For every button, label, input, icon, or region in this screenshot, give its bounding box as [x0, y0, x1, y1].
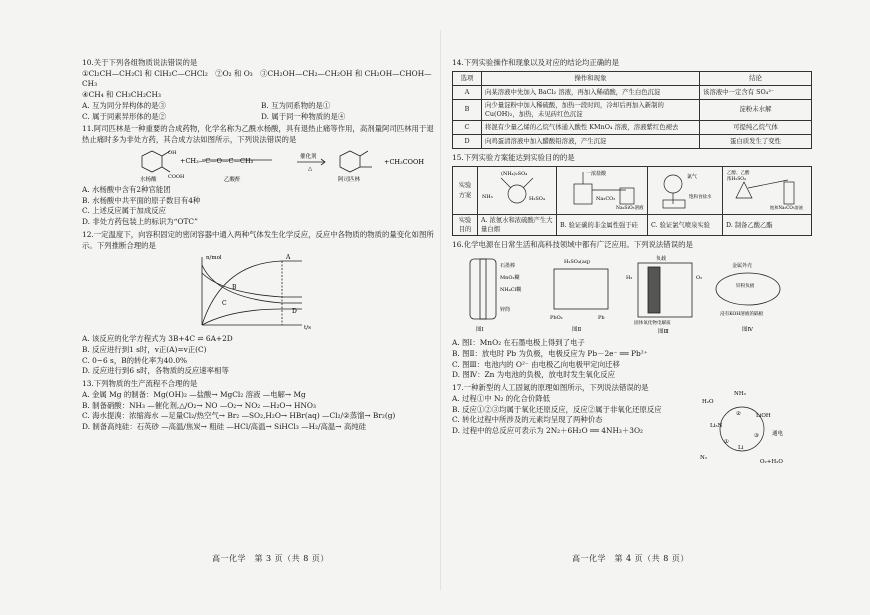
- apparatus-a: [478, 167, 557, 215]
- question-10: [82, 58, 434, 122]
- fig1-title: 图Ⅰ: [476, 327, 484, 334]
- cycle-li: Li: [738, 445, 744, 452]
- question-14: [452, 58, 812, 149]
- aspirin-reaction-svg: [82, 148, 434, 182]
- table-cell: A: [453, 85, 482, 99]
- q12-stem: 12.一定温度下，向容积固定的密闭容器中通入两种气体发生化学反应，反应中各物质的物质的量变化如图所示。下列推断合理的是: [82, 229, 434, 250]
- q12-option-a: A. 该反应的化学方程式为 3B+4C ⇌ 6A+2D: [82, 334, 233, 344]
- mole-time-svg: [82, 253, 434, 331]
- table-row: [453, 85, 812, 99]
- cycle-step-1: ①: [724, 439, 729, 446]
- y-axis-label: n/mol: [206, 255, 222, 262]
- q13-option-d: D. 制备高纯硅：石英砂 —高温/焦炭→ 粗硅 —HCl/高温→ SiHCl₃ —H₂/高温→ 高纯硅: [82, 422, 366, 432]
- q10-option-d: D. 属于同一种物质的是④: [261, 111, 346, 121]
- goal-b: B. 验证碳的非金属性强于硅: [557, 215, 648, 236]
- q13-option-a: A. 金属 Mg 的制备：Mg(OH)₂ —盐酸→ MgCl₂ 溶液 —电解→ Mg: [82, 389, 306, 399]
- table-row: [453, 99, 812, 121]
- fig2-label-2: PbO₂: [550, 315, 563, 322]
- q11-stem: 11.阿司匹林是一种重要的合成药物，化学名称为乙酰水杨酸，具有退热止痛等作用，高剂量阿司匹林用于退热止痛时多为非处方药，其合成方法如图所示，下列说法错误的是: [82, 124, 434, 145]
- svg-text:OH: OH: [168, 149, 177, 156]
- q16-option-c: C. 图Ⅲ：电池内的 O²⁻ 由电极乙向电极甲定向迁移: [452, 359, 620, 369]
- fig1-label-1: 石墨棒: [500, 263, 516, 270]
- cycle-power: 通电: [772, 431, 784, 438]
- cycle-lioh: LiOH: [756, 413, 771, 420]
- q12-option-c: C. 0~6 s，B的转化率为40.0%: [82, 355, 188, 365]
- series-label-c: C: [222, 300, 227, 308]
- q17-option-a: A. 过程①中 N₂ 的化合价降低: [452, 393, 551, 403]
- q12-option-b: B. 反应进行到1 s时，v正(A)=v正(C): [82, 345, 207, 355]
- q16-option-d: D. 图Ⅳ：Zn 为电池的负极，放电时发生氧化反应: [452, 370, 616, 380]
- svg-text:+CH₃—C—O—C—CH₃: +CH₃—C—O—C—CH₃: [180, 156, 254, 165]
- apparatus-d: [723, 167, 812, 215]
- salicylic-ring: [142, 151, 162, 172]
- q15-stem: 15.下列实验方案能达到实验目的的是: [452, 153, 575, 163]
- label-d2: 浓H₂SO₄: [727, 177, 746, 183]
- label-c2: 饱和食盐水: [689, 195, 712, 201]
- fig3-label-4: 固体氧化物电解质: [634, 321, 671, 327]
- q11-option-b: B. 水杨酸中共平面的原子数目有4种: [82, 195, 201, 205]
- table-cell: B: [453, 99, 482, 121]
- table-cell: 向鸡蛋清溶液中加入醋酸铅溶液，产生沉淀: [482, 135, 700, 149]
- curve-d: [202, 309, 302, 325]
- label-d3: 饱和Na₂CO₃溶液: [770, 205, 803, 211]
- label-a2: NH₃: [482, 194, 493, 201]
- cycle-li3n: Li₃N: [710, 423, 723, 430]
- q17-option-b: B. 反应①②③均属于氧化还原反应，反应②属于非氧化还原反应: [452, 404, 662, 414]
- fig1-label-3: NH₄Cl糊: [500, 287, 522, 294]
- heat-label: △: [308, 165, 313, 172]
- series-label-b: B: [232, 284, 237, 292]
- label-c1: 氯气: [687, 174, 698, 181]
- aspirin-ring: [340, 151, 360, 172]
- fig3-title: 图Ⅲ: [658, 329, 669, 336]
- table-row: [453, 121, 812, 135]
- fig2-label-1: H₂SO₄(aq): [564, 259, 590, 266]
- curve-a: [202, 261, 302, 325]
- battery-figures: [452, 253, 812, 335]
- table-cell: 可提纯乙烷气体: [700, 121, 812, 135]
- label-b2: Na₂CO₃: [596, 196, 616, 203]
- fig4-label-4: 浸有KOH溶液的隔板: [720, 312, 764, 318]
- table-cell: 向某溶液中先加入 BaCl₂ 溶液，再加入稀硝酸，产生白色沉淀: [482, 85, 700, 99]
- label-aspirin: 阿司匹林: [338, 176, 361, 182]
- cycle-h2o: H₂O: [702, 399, 714, 406]
- table-header-row: [453, 71, 812, 85]
- byproduct-label: +CH₃COOH: [384, 157, 424, 166]
- left-page: [82, 58, 434, 435]
- question-13: [82, 379, 434, 433]
- right-page: [452, 58, 812, 466]
- question-16: [452, 240, 812, 381]
- header-operation: 操作和现象: [482, 71, 700, 85]
- q13-option-c: C. 海水提溴：浓缩海水 —足量Cl₂/热空气→ Br₂ —SO₂,H₂O→ HBr(aq) —Cl₂/②蒸馏→ Br₂(g): [82, 411, 396, 421]
- q15-table: [452, 166, 812, 236]
- q14-table: [452, 71, 812, 150]
- goal-d: D. 制备乙酸乙酯: [723, 215, 812, 236]
- cycle-n2: N₂: [700, 455, 708, 462]
- q16-stem: 16.化学电源在日常生活和高科技领域中都有广泛应用。下列说法错误的是: [452, 240, 693, 250]
- cycle-o2h2o: O₂+H₂O: [760, 459, 783, 466]
- label-salicylic-acid: 水杨酸: [140, 176, 157, 182]
- goal-a: A. 浓氨水和浓硫酸产生大量白烟: [478, 215, 557, 236]
- goal-row: [453, 215, 812, 236]
- fig3-label-1: 负载: [656, 256, 667, 263]
- series-label-d: D: [292, 308, 297, 316]
- fig2-title: 图Ⅱ: [572, 327, 582, 334]
- q10-items: ①Cl₂CH—CH₂Cl 和 ClH₂C—CHCl₂ ②O₂ 和 O₃ ③CH₂OH—CH₂—CH₂OH 和 CH₂OH—CHOH—CH₃: [82, 68, 432, 89]
- cycle-nh3: NH₃: [734, 391, 746, 398]
- fig4-title: 图Ⅳ: [742, 327, 753, 334]
- fig3-label-o2: O₂: [696, 275, 703, 282]
- cycle-step-3: ③: [754, 433, 759, 440]
- q17-option-c: C. 转化过程中所涉及的元素均呈现了两种价态: [452, 415, 603, 425]
- question-12: [82, 230, 434, 377]
- page-fold: [440, 30, 441, 590]
- q11-option-d: D. 非处方药包装上的标识为“OTC”: [82, 217, 198, 227]
- label-a3: H₂SO₄: [529, 196, 545, 203]
- label-a1: (NH₄)₂SO₄: [501, 171, 528, 178]
- cycle-step-2: ②: [736, 411, 741, 418]
- catalyst-label: 催化剂: [300, 153, 317, 160]
- table-cell: 该溶液中一定含有 SO₄²⁻: [700, 85, 812, 99]
- button-cell: [716, 273, 780, 305]
- fig1-label-2: MnO₂糊: [500, 275, 520, 282]
- mole-time-chart: [82, 253, 434, 331]
- q10-option-c: C. 属于同素异形体的是②: [82, 111, 166, 121]
- aspirin-reaction-figure: [82, 148, 434, 182]
- apparatus-c: [648, 167, 723, 215]
- goal-row-head: 实验目的: [453, 215, 478, 236]
- q10-stem: 10.关于下列各组物质说法错误的是: [82, 58, 198, 67]
- header-conclusion: 结论: [700, 71, 812, 85]
- q12-option-d: D. 反应进行到6 s时，各物质的反应速率相等: [82, 366, 229, 376]
- table-cell: C: [453, 121, 482, 135]
- footer-left: 高一化学 第 3 页（共 8 页）: [212, 554, 329, 563]
- table-row: [453, 135, 812, 149]
- q13-option-b: B. 制备硝酸：NH₃ —催化剂,△/O₂→ NO —O₂→ NO₂ —H₂O→ HNO₃: [82, 400, 316, 410]
- label-d1: 乙醇、乙酸: [727, 171, 750, 177]
- fig4-label-1: 金属外壳: [732, 263, 753, 270]
- table-cell: 淀粉未水解: [700, 99, 812, 121]
- label-b1: 一浓盐酸: [586, 171, 607, 178]
- q11-option-a: A. 水杨酸中含有2种官能团: [82, 184, 171, 194]
- x-axis-label: t/s: [304, 325, 311, 332]
- question-11: [82, 124, 434, 227]
- q11-option-c: C. 上述反应属于加成反应: [82, 206, 166, 216]
- fig4-label-2: 锌粉负极: [736, 284, 755, 290]
- footer-right: 高一化学 第 4 页（共 8 页）: [572, 554, 689, 563]
- goal-c: C. 验证氯气喷泉实验: [648, 215, 723, 236]
- plan-row-head: 实验方案: [453, 167, 478, 215]
- series-label-a: A: [286, 254, 291, 262]
- q16-option-b: B. 图Ⅱ：放电时 Pb 为负极，电极反应为 Pb－2e⁻ ══ Pb²⁺: [452, 348, 648, 358]
- fig2-label-3: Pb: [598, 315, 605, 322]
- svg-text:COOH: COOH: [168, 173, 185, 180]
- fig3-label-h2: H₂: [626, 275, 633, 282]
- fuel-cell: [638, 263, 692, 317]
- question-15: [452, 153, 812, 236]
- q10-item4: ④CH₄ 和 CH₃CH₂CH₃: [82, 90, 161, 100]
- q14-stem: 14.下列实验操作和现象以及对应的结论均正确的是: [452, 58, 619, 67]
- label-acetic-anhydride: 乙酸酐: [224, 176, 241, 182]
- apparatus-b: [557, 167, 648, 215]
- header-option: 选项: [453, 71, 482, 85]
- dry-cell: [470, 259, 496, 319]
- question-17: [452, 383, 812, 466]
- table-cell: 蛋白质发生了变性: [700, 135, 812, 149]
- table-cell: 将混有少量乙烯的乙烷气体通入酸性 KMnO₄ 溶液，溶液紫红色褪去: [482, 121, 700, 135]
- plan-row: [453, 167, 812, 215]
- lead-acid-cell: [554, 269, 608, 309]
- table-cell: D: [453, 135, 482, 149]
- nitrogen-cycle-diagram: [698, 387, 798, 467]
- label-b3: Na₂SiO₃溶液: [616, 206, 644, 211]
- q10-option-b: B. 互为同系物的是①: [261, 100, 331, 110]
- q10-option-a: A. 互为同分异构体的是③: [82, 100, 166, 110]
- table-cell: 向少量淀粉中加入稀硫酸，加热一段时间，冷却后再加入新制的 Cu(OH)₂，加热，未见砖红色沉淀: [482, 99, 700, 121]
- battery-svg: [452, 253, 812, 335]
- q17-option-d: D. 过程中的总反应可表示为 2N₂＋6H₂O ══ 4NH₃＋3O₂: [452, 426, 643, 436]
- fig1-label-4: 锌筒: [500, 307, 511, 314]
- q16-option-a: A. 图Ⅰ：MnO₂ 在石墨电极上得到了电子: [452, 338, 585, 348]
- q13-stem: 13.下列物质的生产流程不合理的是: [82, 379, 198, 389]
- q17-stem: 17.一种新型的人工固氮的原理如图所示，下列说法错误的是: [452, 383, 649, 393]
